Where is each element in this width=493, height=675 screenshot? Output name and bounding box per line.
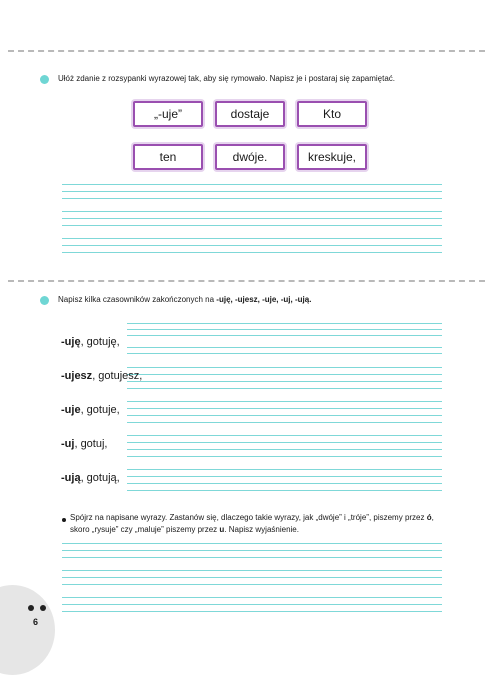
instruction-bold-1: ó bbox=[426, 513, 432, 522]
writing-line bbox=[127, 422, 442, 423]
writing-line bbox=[62, 550, 442, 551]
bullet-dot-icon bbox=[40, 296, 49, 305]
verb-ending: -ujesz bbox=[61, 370, 93, 382]
mascot-eye-icon bbox=[28, 605, 34, 611]
writing-line bbox=[62, 570, 442, 571]
verb-example: , gotuj, bbox=[74, 438, 108, 450]
writing-line bbox=[127, 456, 442, 457]
word-tile-5[interactable]: dwóje. bbox=[215, 144, 285, 170]
verb-example-row bbox=[61, 438, 107, 450]
writing-line bbox=[62, 245, 442, 246]
writing-line bbox=[127, 408, 442, 409]
verb-example: , gotuje, bbox=[80, 404, 120, 416]
writing-line bbox=[62, 211, 442, 212]
instruction-part-3: . Napisz wyjaśnienie. bbox=[224, 525, 299, 534]
writing-line bbox=[62, 597, 442, 598]
writing-line bbox=[62, 238, 442, 239]
word-tile-1[interactable]: „-uje” bbox=[133, 101, 203, 127]
verb-ending: -uję bbox=[61, 336, 81, 348]
word-tile-6[interactable]: kreskuje, bbox=[297, 144, 367, 170]
verb-example: , gotują, bbox=[80, 472, 120, 484]
writing-line bbox=[127, 449, 442, 450]
writing-line bbox=[62, 218, 442, 219]
writing-line bbox=[127, 329, 442, 330]
writing-line bbox=[127, 401, 442, 402]
writing-line bbox=[127, 415, 442, 416]
instruction-bold-2: u bbox=[219, 525, 225, 534]
writing-line bbox=[127, 347, 442, 348]
instruction-part-1: Spójrz na napisane wyrazy. Zastanów się, dlaczego takie wyrazy, jak „dwóje” i „tróje”, piszemy przez bbox=[70, 513, 427, 522]
section-separator-top bbox=[8, 50, 485, 52]
writing-line bbox=[127, 335, 442, 336]
exercise-instruction-1: Ułóż zdanie z rozsypanki wyrazowej tak, aby się rymowało. Napisz je i postaraj się zapamiętać. bbox=[58, 74, 396, 83]
bullet-dot-icon bbox=[40, 75, 49, 84]
writing-line bbox=[62, 543, 442, 544]
writing-line bbox=[127, 442, 442, 443]
writing-line bbox=[62, 184, 442, 185]
exercise-instruction-2 bbox=[58, 295, 311, 304]
writing-line bbox=[62, 611, 442, 612]
word-tile-3[interactable]: Kto bbox=[297, 101, 367, 127]
word-tile-2[interactable]: dostaje bbox=[215, 101, 285, 127]
writing-line bbox=[127, 367, 442, 368]
verb-ending: -uj bbox=[61, 438, 75, 450]
writing-line bbox=[127, 490, 442, 491]
verb-ending: -ują bbox=[61, 472, 81, 484]
writing-line bbox=[127, 374, 442, 375]
writing-line bbox=[62, 252, 442, 253]
writing-line bbox=[127, 323, 442, 324]
writing-line bbox=[127, 476, 442, 477]
writing-line bbox=[62, 225, 442, 226]
verb-example-row bbox=[61, 472, 120, 484]
writing-line bbox=[127, 353, 442, 354]
mascot-eye-icon bbox=[40, 605, 46, 611]
mascot-blob bbox=[0, 585, 55, 675]
verb-example: , gotujesz, bbox=[92, 370, 143, 382]
instruction-text: Napisz kilka czasowników zakończonych na bbox=[58, 295, 217, 304]
writing-line bbox=[62, 577, 442, 578]
instruction-part-2: , skoro „rysuje” czy „maluje” piszemy przez bbox=[70, 513, 434, 534]
writing-line bbox=[62, 604, 442, 605]
verb-ending: -uje bbox=[61, 404, 81, 416]
writing-line bbox=[127, 388, 442, 389]
instruction-endings: -uję, -ujesz, -uje, -uj, -ują. bbox=[216, 295, 312, 304]
writing-line bbox=[127, 435, 442, 436]
writing-line bbox=[62, 584, 442, 585]
verb-example-row bbox=[61, 404, 120, 416]
writing-line bbox=[62, 198, 442, 199]
bullet-icon bbox=[62, 518, 66, 522]
verb-example-row bbox=[61, 370, 142, 382]
exercise-instruction-3 bbox=[70, 512, 445, 536]
writing-line bbox=[127, 483, 442, 484]
page-number: 6 bbox=[33, 617, 39, 627]
writing-line bbox=[62, 557, 442, 558]
verb-example-row bbox=[61, 336, 120, 348]
writing-line bbox=[62, 191, 442, 192]
writing-line bbox=[127, 469, 442, 470]
section-separator-middle bbox=[8, 280, 485, 282]
writing-line bbox=[127, 381, 442, 382]
verb-example: , gotuję, bbox=[80, 336, 120, 348]
word-tile-4[interactable]: ten bbox=[133, 144, 203, 170]
